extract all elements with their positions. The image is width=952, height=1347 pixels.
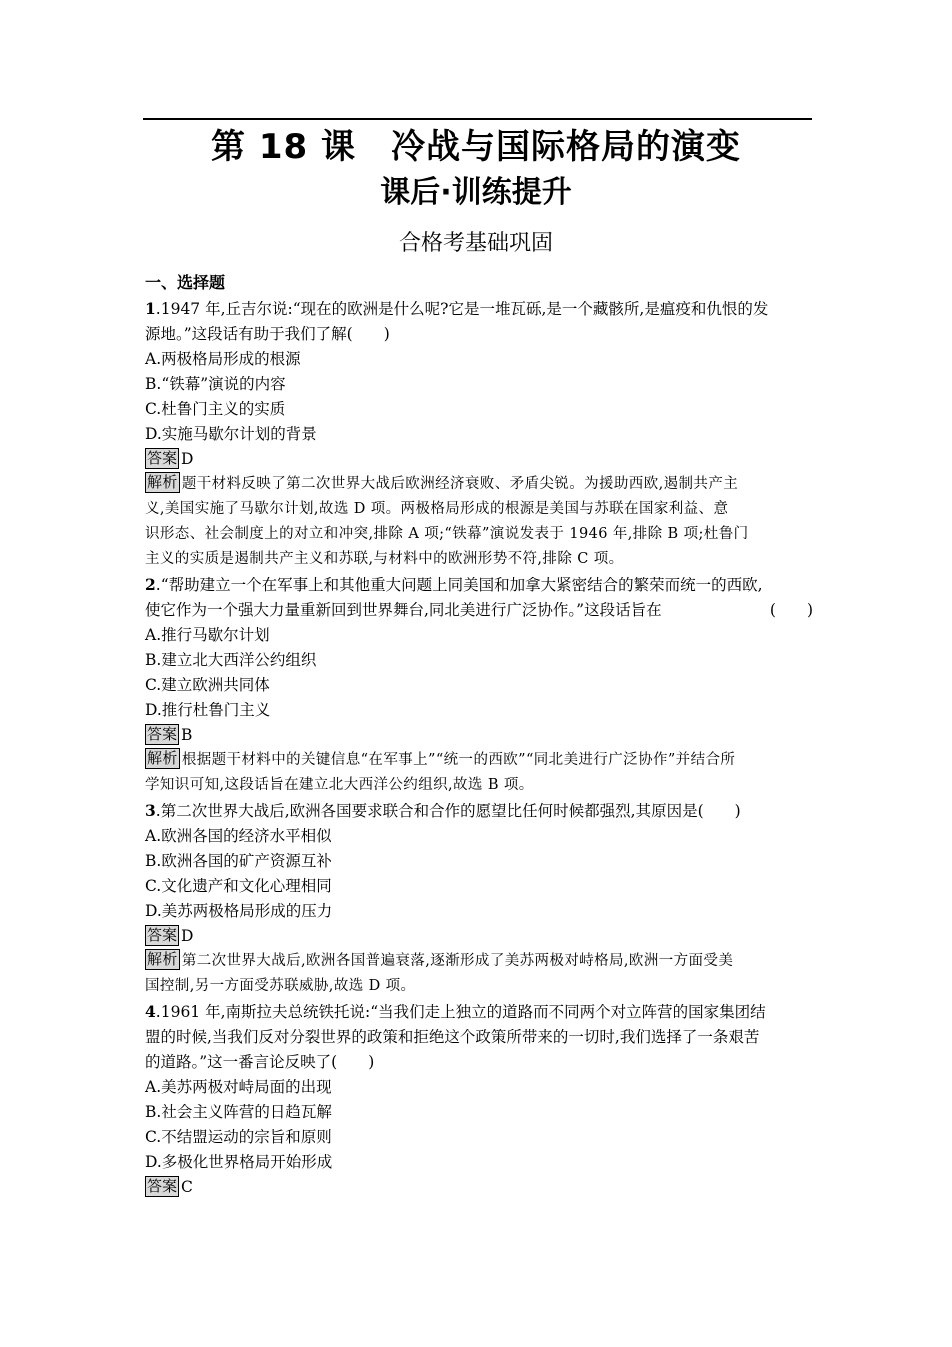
question-number: 1 — [145, 299, 156, 318]
question-block — [145, 798, 813, 999]
question-block — [145, 572, 813, 798]
answer-tag: 答案 — [147, 1177, 178, 1195]
question-stem-text: 源地。”这段话有助于我们了解( ) — [145, 325, 390, 343]
analysis-text: 第二次世界大战后,欧洲各国普遍衰落,逐渐形成了美苏两极对峙格局,欧洲一方面受美 — [181, 953, 734, 969]
lesson-title: 第 18 课 冷战与国际格局的演变 — [211, 127, 741, 167]
option-item: C.建立欧洲共同体 — [145, 676, 270, 694]
option-item: A.美苏两极对峙局面的出现 — [145, 1078, 332, 1096]
top-rule — [143, 118, 812, 120]
question-stem-line — [145, 598, 813, 623]
answer-value: D — [181, 927, 194, 945]
answer-line — [145, 1175, 813, 1200]
answer-value: C — [181, 1178, 193, 1196]
answer-line — [145, 447, 813, 472]
question-stem-text: 使它作为一个强大力量重新回到世界舞台,同北美进行广泛协作。”这段话旨在 — [145, 601, 662, 619]
question-stem-text: 盟的时候,当我们反对分裂世界的政策和拒绝这个政策所带来的一切时,我们选择了一条艰苦 — [145, 1028, 760, 1046]
analysis-text: 义,美国实施了马歇尔计划,故选 D 项。两极格局形成的根源是美国与苏联在国家利益、意 — [145, 501, 729, 517]
analysis-text: 根据题干材料中的关键信息“在军事上”“统一的西欧”“同北美进行广泛协作”并结合所 — [181, 752, 736, 768]
analysis-text: 识形态、社会制度上的对立和冲突,排除 A 项;“铁幕”演说发表于 1946 年,排除 B 项;杜鲁门 — [145, 526, 749, 542]
analysis-text: 主义的实质是遏制共产主义和苏联,与材料中的欧洲形势不符,排除 C 项。 — [145, 551, 624, 567]
question-stem-text: 的道路。”这一番言论反映了( ) — [145, 1053, 375, 1071]
question-stem-line — [145, 322, 813, 347]
question-number: 4 — [145, 1002, 156, 1021]
exercise-content — [145, 268, 813, 1200]
option-item: A.两极格局形成的根源 — [145, 350, 301, 368]
question-stem-text: .第二次世界大战后,欧洲各国要求联合和合作的愿望比任何时候都强烈,其原因是( ) — [155, 802, 741, 820]
question-stem-text: .“帮助建立一个在军事上和其他重大问题上同美国和加拿大紧密结合的繁荣而统一的西欧, — [155, 576, 763, 594]
analysis-text: 题干材料反映了第二次世界大战后欧洲经济衰败、矛盾尖锐。为援助西欧,遏制共产主 — [181, 476, 739, 492]
lesson-subtitle: 课后·训练提升 — [380, 175, 572, 210]
answer-tag: 答案 — [147, 926, 178, 944]
section-title: 合格考基础巩固 — [398, 231, 553, 256]
answer-tag: 答案 — [147, 725, 178, 743]
answer-line — [145, 723, 813, 748]
option-item: B.建立北大西洋公约组织 — [145, 651, 317, 669]
answer-blank: ( ) — [769, 601, 813, 619]
analysis-tag: 解析 — [147, 749, 178, 767]
analysis-line — [145, 974, 813, 999]
question-stem-line — [145, 798, 813, 824]
answer-value: B — [181, 726, 193, 744]
analysis-line — [145, 472, 813, 497]
analysis-line — [145, 497, 813, 522]
question-number: 3 — [145, 801, 156, 820]
question-stem-line — [145, 296, 813, 322]
option-item: A.欧洲各国的经济水平相似 — [145, 827, 332, 845]
analysis-line — [145, 949, 813, 974]
answer-tag: 答案 — [147, 449, 178, 467]
analysis-line — [145, 773, 813, 798]
option-item: D.美苏两极格局形成的压力 — [145, 902, 333, 920]
question-stem-text: .1947 年,丘吉尔说:“现在的欧洲是什么呢?它是一堆瓦砾,是一个藏骸所,是瘟疫和仇恨的发 — [155, 300, 769, 318]
analysis-tag: 解析 — [147, 473, 178, 491]
analysis-line — [145, 547, 813, 572]
part-heading: 一、选择题 — [145, 273, 226, 292]
option-item: D.推行杜鲁门主义 — [145, 701, 271, 719]
option-item: D.多极化世界格局开始形成 — [145, 1153, 333, 1171]
question-block — [145, 296, 813, 572]
option-item: B.“铁幕”演说的内容 — [145, 375, 286, 393]
option-item: B.社会主义阵营的日趋瓦解 — [145, 1103, 332, 1121]
analysis-line — [145, 522, 813, 547]
answer-line — [145, 924, 813, 949]
option-item: D.实施马歇尔计划的背景 — [145, 425, 317, 443]
question-block — [145, 999, 813, 1200]
question-list — [145, 296, 813, 1200]
analysis-text: 国控制,另一方面受苏联威胁,故选 D 项。 — [145, 978, 416, 994]
option-item: C.文化遗产和文化心理相同 — [145, 877, 332, 895]
question-number: 2 — [145, 575, 156, 594]
option-item: C.不结盟运动的宗旨和原则 — [145, 1128, 332, 1146]
question-stem-line — [145, 1050, 813, 1075]
option-item: B.欧洲各国的矿产资源互补 — [145, 852, 332, 870]
option-item: C.杜鲁门主义的实质 — [145, 400, 286, 418]
question-stem-text: .1961 年,南斯拉夫总统铁托说:“当我们走上独立的道路而不同两个对立阵营的国家集团结 — [155, 1003, 766, 1021]
question-stem-line — [145, 999, 813, 1025]
analysis-tag: 解析 — [147, 950, 178, 968]
option-item: A.推行马歇尔计划 — [145, 626, 270, 644]
analysis-text: 学知识可知,这段话旨在建立北大西洋公约组织,故选 B 项。 — [145, 777, 534, 793]
question-stem-line — [145, 572, 813, 598]
answer-value: D — [181, 450, 194, 468]
question-stem-line — [145, 1025, 813, 1050]
analysis-line — [145, 748, 813, 773]
